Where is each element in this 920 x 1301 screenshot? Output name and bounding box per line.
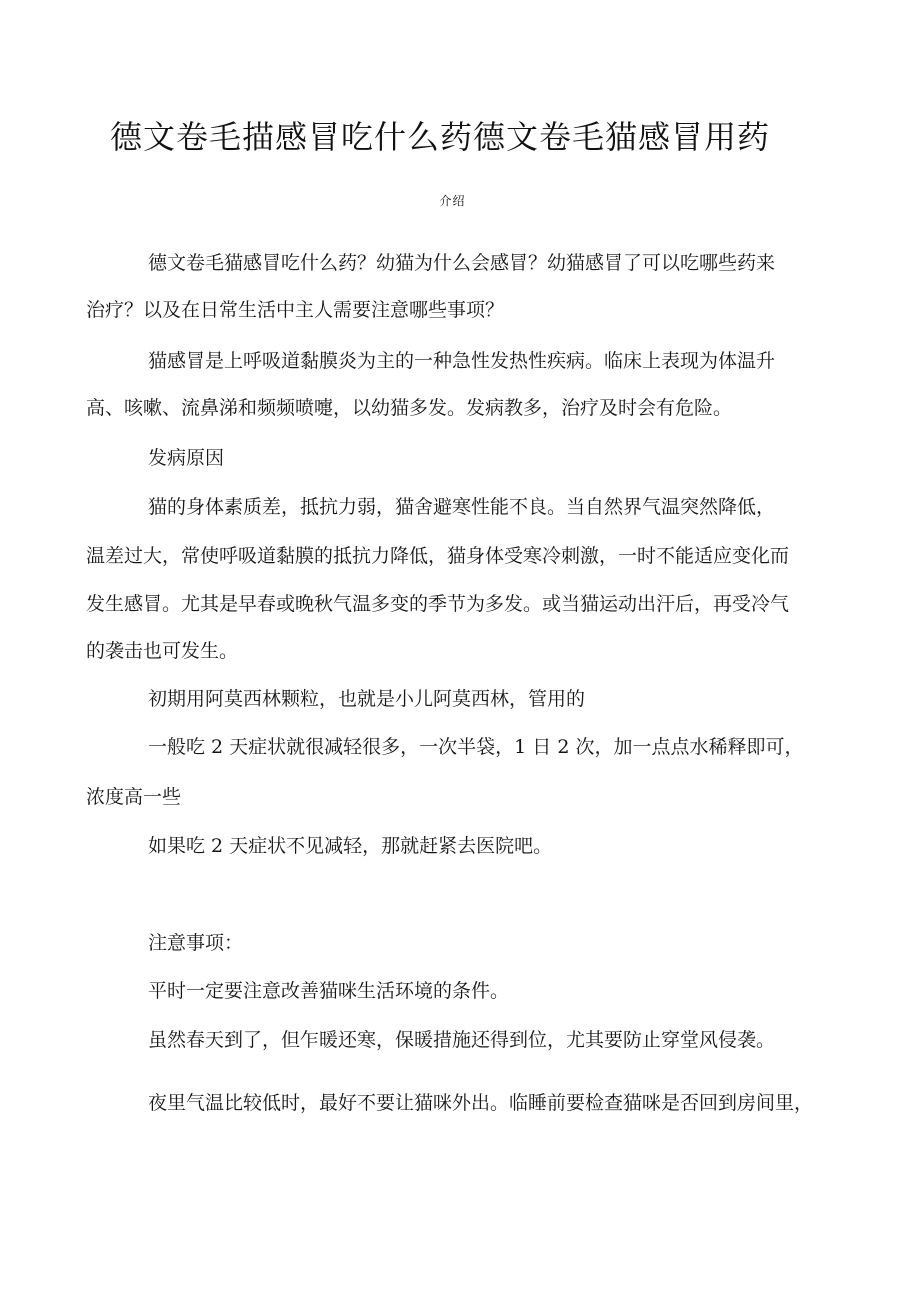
body-line: 的袭击也可发生。 — [86, 640, 239, 662]
body-line: 一般吃 2 天症状就很减轻很多，一次半袋，1 日 2 次，加一点点水稀释即可， — [148, 736, 804, 758]
body-line: 猫感冒是上呼吸道黏膜炎为主的一种急性发热性疾病。临床上表现为体温升 — [148, 350, 776, 372]
section-heading: 发病原因 — [148, 447, 225, 469]
body-line: 平时一定要注意改善猫咪生活环境的条件。 — [148, 980, 510, 1002]
document-title-line-1: 德文卷毛描感冒吃什么药德文卷毛猫感冒用药 — [110, 118, 771, 156]
body-line: 德文卷毛猫感冒吃什么药？幼猫为什么会感冒？幼猫感冒了可以吃哪些药来 — [148, 252, 776, 274]
body-line: 高、咳嗽、流鼻涕和频频喷嚏，以幼猫多发。发病教多，治疗及时会有危险。 — [86, 397, 733, 419]
body-line: 浓度高一些 — [86, 786, 182, 808]
body-line: 猫的身体素质差，抵抗力弱，猫舍避寒性能不良。当自然界气温突然降低， — [148, 496, 776, 518]
body-line: 虽然春天到了，但乍暖还寒，保暖措施还得到位，尤其要防止穿堂风侵袭。 — [148, 1029, 776, 1051]
body-line: 温差过大，常使呼吸道黏膜的抵抗力降低，猫身体受寒冷刺激，一时不能适应变化而 — [86, 545, 790, 567]
body-line: 发生感冒。尤其是早春或晚秋气温多变的季节为多发。或当猫运动出汗后，再受冷气 — [86, 593, 790, 615]
document-title-line-2: 介绍 — [439, 194, 466, 208]
body-line: 如果吃 2 天症状不见减轻，那就赶紧去医院吧。 — [148, 835, 553, 857]
body-line: 治疗？以及在日常生活中主人需要注意哪些事项？ — [86, 299, 505, 321]
body-line: 夜里气温比较低时，最好不要让猫咪外出。临睡前要检查猫咪是否回到房间里， — [148, 1092, 814, 1114]
section-heading: 注意事项： — [148, 932, 244, 954]
body-line: 初期用阿莫西林颗粒，也就是小儿阿莫西林，管用的 — [148, 688, 586, 710]
